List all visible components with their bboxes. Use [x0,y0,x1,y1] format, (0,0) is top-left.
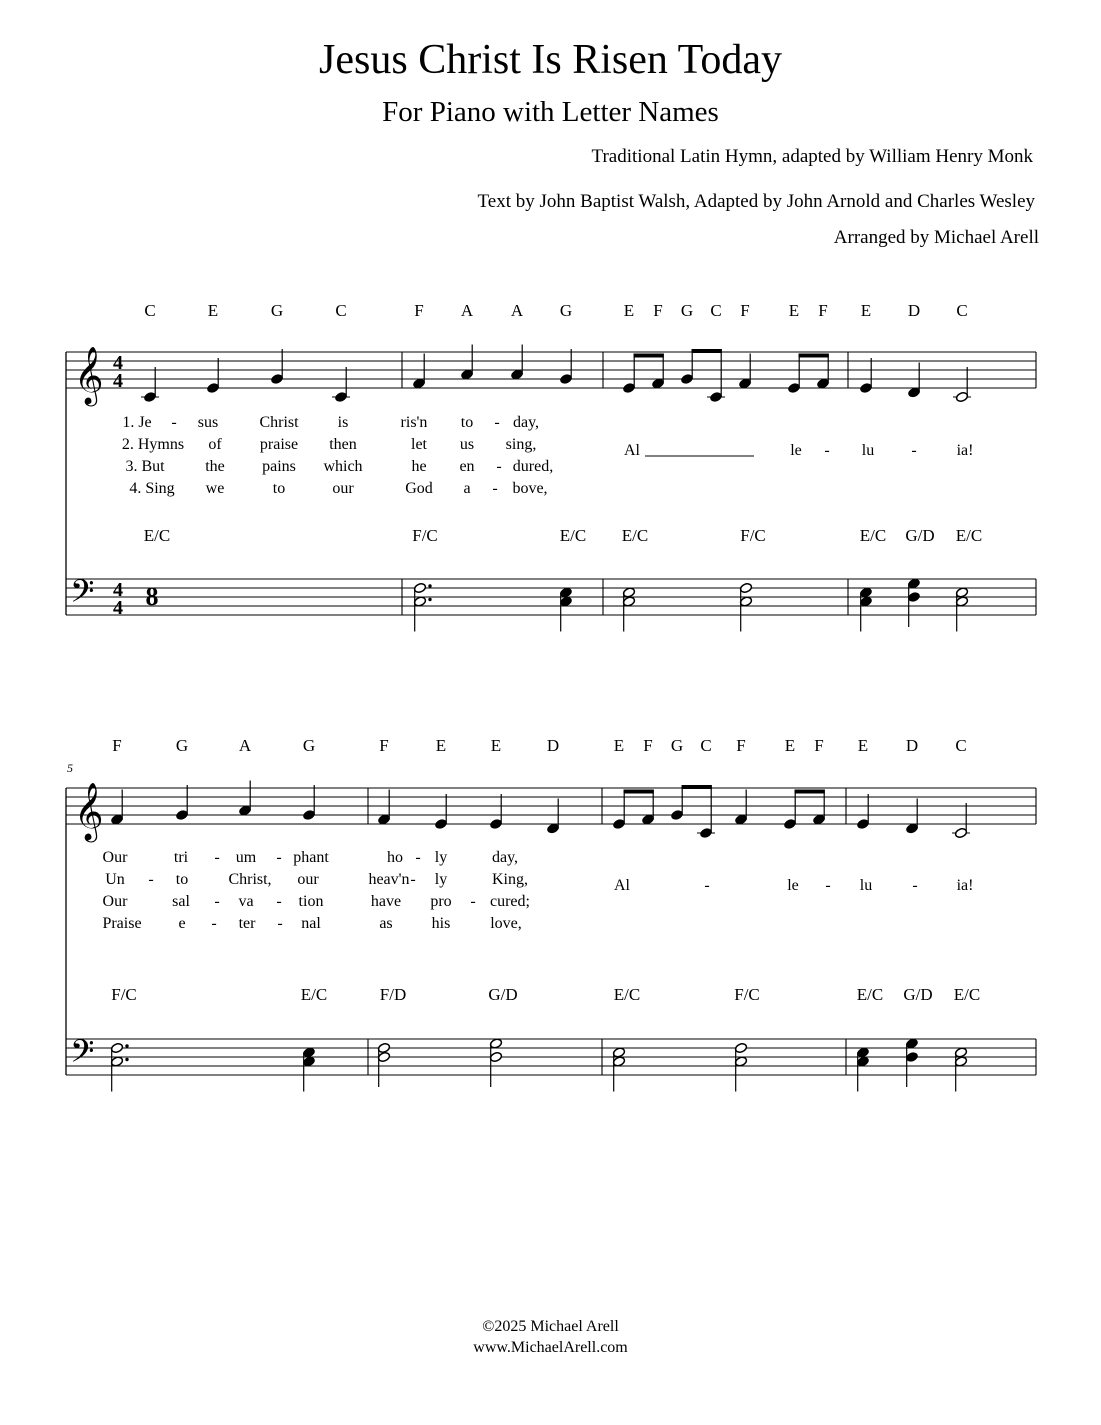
lyric-word: - [277,915,283,932]
letter-name-F: F [643,736,653,755]
letter-name-C: C [144,301,156,320]
lyric-word: ly [434,849,448,866]
chord-name: E/C [559,526,587,545]
bass-note-F3 [110,1042,123,1053]
chord-name: E/C [953,985,981,1004]
lyric-word: which [323,458,363,475]
lyric-word: ho [387,849,403,866]
chord-name: G/D [905,526,935,545]
lyric-word: day, [491,849,519,866]
lyric-word: - [494,414,500,431]
letter-name-F: F [740,301,750,320]
letter-name-E: E [613,736,625,755]
website-link[interactable]: www.MichaelArell.com [473,1339,628,1356]
lyric-word: - [492,480,498,497]
time-signature-bottom: 4 [113,370,123,392]
lyric-word: Praise [102,915,142,932]
beam [795,790,825,794]
chord-name: F/C [734,985,760,1004]
lyric-word: um [235,849,257,866]
lyric-word: King, [492,871,528,888]
measure-number: 5 [67,761,73,775]
lyric-word: e [178,915,186,932]
letter-name-G: G [302,736,316,755]
letter-name-F: F [818,301,828,320]
alleluia-syllable: ia! [956,442,974,459]
lyric-word: to [272,480,286,497]
letter-name-D: D [905,736,919,755]
letter-name-C: C [955,736,967,755]
letter-name-C: C [700,736,712,755]
bass-note-D3 [905,1051,918,1062]
letter-name-G: G [270,301,284,320]
letter-name-F: F [379,736,389,755]
lyric-word: have [370,893,402,910]
beam [692,349,722,353]
lyric-word: let [411,436,427,453]
lyric-word: heav'n [368,871,410,888]
letter-name-A: A [460,301,474,320]
letter-name-D: D [546,736,560,755]
chord-name: G/D [903,985,933,1004]
letter-name-G: G [670,736,684,755]
letter-name-F: F [736,736,746,755]
time-signature-top: 4 [113,352,123,374]
lyric-word: pro [430,893,452,910]
lyric-word: ris'n [400,414,428,431]
lyric-word: pains [262,458,296,475]
lyric-word: tion [298,893,324,910]
lyric-word: a [463,480,471,497]
chord-name: E/C [856,985,884,1004]
lyric-word: 2. Hymns [121,436,185,453]
lyric-word: - [470,893,476,910]
bass-note-F3 [413,582,426,593]
letter-name-A: A [238,736,252,755]
arranger-credit: Arranged by Michael Arell [833,227,1039,248]
alleluia-syllable: - [911,442,917,459]
letter-name-D: D [907,301,921,320]
lyric-word: sus [197,414,219,431]
lyric-word: his [431,915,451,932]
letter-name-C: C [710,301,722,320]
lyric-word: - [214,849,220,866]
lyric-word: sal [172,893,190,910]
lyric-word: Our [102,893,128,910]
lyric-word: to [460,414,474,431]
alleluia-syllable: Al [624,442,640,459]
page-subtitle: For Piano with Letter Names [382,96,719,128]
lyric-word: he [411,458,427,475]
alleluia-syllable: lu [861,442,875,459]
letter-name-F: F [112,736,122,755]
composer-credit: Traditional Latin Hymn, adapted by William Henry Monk [591,146,1033,167]
letter-name-G: G [680,301,694,320]
letter-name-E: E [788,301,800,320]
lyric-word: - [276,849,282,866]
lyric-word: 4. Sing [129,480,175,497]
lyric-word: cured; [490,893,530,910]
copyright-notice: ©2025 Michael Arell [482,1318,619,1335]
alleluia-syllable: le [787,877,799,894]
chord-name: E/C [300,985,328,1004]
letter-name-G: G [175,736,189,755]
lyric-word: of [208,436,222,453]
letter-name-F: F [814,736,824,755]
letter-name-F: F [414,301,424,320]
lyric-word: - [211,915,217,932]
lyric-word: praise [259,436,299,453]
chord-name: F/C [111,985,137,1004]
chord-name: E/C [859,526,887,545]
letter-name-A: A [510,301,524,320]
lyric-word: - [410,871,416,888]
page-title: Jesus Christ Is Risen Today [319,37,782,83]
letter-name-E: E [490,736,502,755]
bass-note-F3 [739,582,752,593]
bass-note-F3 [734,1042,747,1053]
text-credit: Text by John Baptist Walsh, Adapted by John Arnold and Charles Wesley [477,191,1035,212]
lyric-word: tri [173,849,189,866]
beam [682,785,712,789]
lyric-word: Our [102,849,128,866]
letter-name-E: E [435,736,447,755]
letter-name-E: E [207,301,219,320]
beam [799,354,829,358]
beam [634,354,664,358]
lyric-word: - [171,414,177,431]
lyric-word: Christ [259,414,299,431]
letter-name-E: E [784,736,796,755]
lyric-word: - [496,458,502,475]
lyric-word: ly [434,871,448,888]
lyric-word: - [148,871,154,888]
letter-name-E: E [860,301,872,320]
alleluia-syllable: le [790,442,802,459]
letter-name-C: C [956,301,968,320]
time-signature-bottom: 4 [113,597,123,619]
chord-name: E/C [955,526,983,545]
lyric-word: God [405,480,433,497]
augmentation-dot [125,1044,128,1047]
lyric-word: Christ, [228,871,272,888]
lyric-word: the [205,458,225,475]
lyric-word: we [205,480,225,497]
lyric-word: 1. Je [122,414,152,431]
treble-clef-icon: 𝄞 [74,783,104,839]
alleluia-syllable: - [704,877,710,894]
letter-name-E: E [623,301,635,320]
alleluia-syllable: ia! [956,877,974,894]
lyric-word: to [175,871,189,888]
bass-clef-icon: 𝄢 [70,575,95,617]
bass-note-D3 [907,591,920,602]
lyric-word: Un [105,871,125,888]
lyric-word: dured, [512,458,554,475]
lyric-word: is [337,414,349,431]
multimeasure-rest-count: 8 [145,582,159,611]
lyric-word: - [415,849,421,866]
lyric-word: our [297,871,319,888]
lyric-word: phant [293,849,329,866]
lyric-word: 3. But [125,458,165,475]
letter-name-E: E [857,736,869,755]
alleluia-syllable: - [912,877,918,894]
alleluia-syllable: lu [859,877,873,894]
bass-clef-icon: 𝄢 [70,1035,95,1077]
alleluia-syllable: - [824,442,830,459]
chord-name: F/D [379,985,407,1004]
lyric-word: day, [512,414,540,431]
bass-note-D3 [489,1051,502,1062]
lyric-word: bove, [512,480,548,497]
bass-note-D3 [377,1051,390,1062]
beam [624,790,654,794]
chord-name: E/C [143,526,171,545]
letter-name-F: F [653,301,663,320]
chord-name: F/C [740,526,766,545]
lyric-word: our [332,480,354,497]
augmentation-dot [428,584,431,587]
letter-name-G: G [559,301,573,320]
lyric-word: - [214,893,220,910]
lyric-word: - [276,893,282,910]
lyric-word: as [379,915,393,932]
chord-name: G/D [488,985,518,1004]
augmentation-dot [125,1058,128,1061]
chord-name: F/C [412,526,438,545]
lyric-word: sing, [505,436,537,453]
chord-name: E/C [621,526,649,545]
letter-name-C: C [335,301,347,320]
bass-note-F3 [377,1042,390,1053]
lyric-word: nal [301,915,321,932]
lyric-word: en [459,458,475,475]
alleluia-syllable: - [825,877,831,894]
chord-name: E/C [613,985,641,1004]
lyric-word: ter [238,915,256,932]
lyric-word: us [459,436,475,453]
treble-clef-icon: 𝄞 [74,347,104,403]
lyric-word: va [238,893,254,910]
time-signature-top: 4 [113,579,123,601]
lyric-word: love, [490,915,522,932]
alleluia-syllable: Al [614,877,630,894]
augmentation-dot [428,598,431,601]
lyric-word: then [329,436,357,453]
